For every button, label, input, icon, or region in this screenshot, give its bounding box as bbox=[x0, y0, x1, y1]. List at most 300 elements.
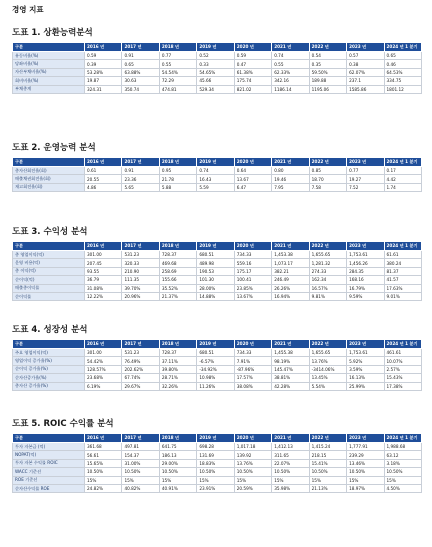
column-header: 2016 년 bbox=[85, 340, 122, 349]
table-cell: 0.61 bbox=[85, 167, 122, 175]
table-cell: 62.07% bbox=[347, 68, 384, 76]
table-row bbox=[13, 77, 422, 85]
table-cell: 0.77 bbox=[159, 52, 196, 60]
table-cell: 40.91% bbox=[159, 484, 196, 492]
column-header: 2022 년 bbox=[309, 340, 346, 349]
table-cell: 10.50% bbox=[197, 468, 234, 476]
table-cell: 15.65% bbox=[85, 459, 122, 467]
table-cell: 63.88% bbox=[122, 68, 159, 76]
table-cell: 54.65% bbox=[197, 68, 234, 76]
table-cell: 6.19% bbox=[85, 382, 122, 390]
row-label: 총 영업이익(억) bbox=[13, 251, 85, 259]
table-cell: 320.33 bbox=[122, 259, 159, 267]
column-header: 구분 bbox=[13, 340, 85, 349]
column-header: 2020 년 bbox=[234, 158, 271, 167]
table-row bbox=[13, 357, 422, 365]
table-cell: 10.50% bbox=[234, 468, 271, 476]
table-cell: 5.92% bbox=[347, 357, 384, 365]
table-cell: 15% bbox=[384, 476, 422, 484]
table-cell: 29.00% bbox=[159, 459, 196, 467]
table-cell: 1,753.61 bbox=[347, 349, 384, 357]
table-cell: 380.24 bbox=[384, 259, 422, 267]
table-cell: 301.00 bbox=[85, 251, 122, 259]
table-cell: 1585.86 bbox=[347, 85, 384, 93]
table-row bbox=[13, 267, 422, 275]
table-row bbox=[13, 276, 422, 284]
row-label: 순이익(억) bbox=[13, 276, 85, 284]
table-cell: 0.54 bbox=[309, 52, 346, 60]
table-cell: 9.59% bbox=[347, 292, 384, 300]
table-cell: 7.91% bbox=[234, 357, 271, 365]
row-label: 순자산증가율(%) bbox=[13, 374, 85, 382]
table-row bbox=[13, 175, 422, 183]
table-cell: 15% bbox=[347, 476, 384, 484]
table-cell: 16.94% bbox=[272, 292, 309, 300]
table-cell: 350.74 bbox=[122, 85, 159, 93]
column-header: 2020 년 bbox=[234, 340, 271, 349]
table-cell: 25.99% bbox=[347, 382, 384, 390]
column-header: 2019 년 bbox=[197, 434, 234, 443]
table-cell: 23.68% bbox=[85, 374, 122, 382]
table-cell: 30.63 bbox=[122, 77, 159, 85]
growth-table bbox=[12, 339, 422, 391]
table-cell: 162.34 bbox=[309, 276, 346, 284]
row-label: 운영 비용(억) bbox=[13, 259, 85, 267]
table-cell: 1,453.38 bbox=[272, 251, 309, 259]
table-cell: 29.67% bbox=[122, 382, 159, 390]
table-cell: 0.47 bbox=[234, 60, 271, 68]
profitability-table bbox=[12, 241, 422, 301]
table-cell: 168.16 bbox=[347, 276, 384, 284]
solvency-table bbox=[12, 42, 422, 94]
table-row bbox=[13, 374, 422, 382]
section-solvency bbox=[12, 26, 422, 94]
table-header-row bbox=[13, 158, 422, 167]
roic-table bbox=[12, 433, 422, 493]
table-cell: 39.70% bbox=[122, 284, 159, 292]
table-cell: 1,455.38 bbox=[272, 349, 309, 357]
row-label: 당좌비율(%) bbox=[13, 60, 85, 68]
table-cell: 45.66 bbox=[197, 77, 234, 85]
table-cell: 1,281.32 bbox=[309, 259, 346, 267]
section-title: 도표 1. 상환능력분석 bbox=[12, 28, 93, 38]
table-cell: 10.50% bbox=[122, 468, 159, 476]
table-cell: 111.35 bbox=[122, 276, 159, 284]
table-cell: 1,017.18 bbox=[234, 443, 271, 451]
table-cell: 641.75 bbox=[159, 443, 196, 451]
row-label: 매출총이익률 bbox=[13, 284, 85, 292]
column-header: 2023 년 bbox=[347, 158, 384, 167]
table-cell: 1,412.13 bbox=[272, 443, 309, 451]
table-cell: 9.81% bbox=[309, 292, 346, 300]
section-operating bbox=[12, 141, 422, 192]
row-label: 부채총계 bbox=[13, 85, 85, 93]
table-cell: 728.37 bbox=[159, 349, 196, 357]
section-title: 도표 4. 성장성 분석 bbox=[12, 325, 88, 335]
section-title: 도표 2. 운영능력 분석 bbox=[12, 143, 96, 153]
table-cell: 59.50% bbox=[309, 68, 346, 76]
table-cell: 698.28 bbox=[197, 443, 234, 451]
table-cell: 15% bbox=[234, 476, 271, 484]
table-cell: 5.65 bbox=[122, 183, 159, 191]
row-label: WACC 기준선 bbox=[13, 468, 85, 476]
table-row bbox=[13, 451, 422, 459]
table-row bbox=[13, 251, 422, 259]
table-cell: 0.46 bbox=[384, 60, 422, 68]
table-cell: 15% bbox=[122, 476, 159, 484]
column-header: 2024 년 1 분기 bbox=[384, 158, 422, 167]
table-cell: 15% bbox=[159, 476, 196, 484]
table-cell: 101.30 bbox=[197, 276, 234, 284]
table-cell: 680.51 bbox=[197, 251, 234, 259]
table-cell: 23.36 bbox=[122, 175, 159, 183]
column-header: 2019 년 bbox=[197, 242, 234, 251]
column-header: 2021 년 bbox=[272, 43, 309, 52]
column-header: 2021 년 bbox=[272, 340, 309, 349]
column-header: 2017 년 bbox=[122, 340, 159, 349]
table-cell: 53.28% bbox=[85, 68, 122, 76]
table-cell: 24.82% bbox=[85, 484, 122, 492]
column-header: 2021 년 bbox=[272, 434, 309, 443]
table-row bbox=[13, 259, 422, 267]
column-header: 2017 년 bbox=[122, 43, 159, 52]
column-header: 2017 년 bbox=[122, 434, 159, 443]
table-cell: 0.55 bbox=[159, 60, 196, 68]
table-cell: 15% bbox=[197, 476, 234, 484]
table-cell: 0.80 bbox=[272, 167, 309, 175]
row-label: 총자산 증가율(%) bbox=[13, 382, 85, 390]
table-cell: 1,073.17 bbox=[272, 259, 309, 267]
table-cell: 1,456.26 bbox=[347, 259, 384, 267]
table-cell: 26.26% bbox=[272, 284, 309, 292]
table-cell: 0.59 bbox=[234, 52, 271, 60]
table-cell: 0.38 bbox=[347, 60, 384, 68]
table-cell: 16.13% bbox=[347, 374, 384, 382]
table-cell: 301.00 bbox=[85, 349, 122, 357]
table-cell: 680.51 bbox=[197, 349, 234, 357]
row-label: 매출채권회전율(회) bbox=[13, 175, 85, 183]
table-cell: 239.29 bbox=[347, 451, 384, 459]
table-cell: 0.91 bbox=[122, 52, 159, 60]
table-cell: 2.57% bbox=[384, 365, 422, 373]
table-cell: 1,988.68 bbox=[384, 443, 422, 451]
table-cell: 0.77 bbox=[347, 167, 384, 175]
column-header: 2019 년 bbox=[197, 43, 234, 52]
row-label: 영업이익 증가율(%) bbox=[13, 357, 85, 365]
table-cell: 1,655.65 bbox=[309, 349, 346, 357]
table-cell: 186.13 bbox=[159, 451, 196, 459]
table-cell: 461.61 bbox=[384, 349, 422, 357]
table-row bbox=[13, 443, 422, 451]
table-cell: 559.16 bbox=[234, 259, 271, 267]
table-cell: 7.95 bbox=[272, 183, 309, 191]
table-cell: 10.50% bbox=[384, 468, 422, 476]
table-cell: 175.74 bbox=[234, 77, 271, 85]
column-header: 구분 bbox=[13, 434, 85, 443]
row-label: 순이익률 bbox=[13, 292, 85, 300]
table-cell: 207.45 bbox=[85, 259, 122, 267]
table-cell: 728.37 bbox=[159, 251, 196, 259]
table-row bbox=[13, 85, 422, 93]
table-cell: 284.35 bbox=[347, 267, 384, 275]
table-cell: 189.88 bbox=[309, 77, 346, 85]
table-cell: 531.23 bbox=[122, 251, 159, 259]
table-row bbox=[13, 476, 422, 484]
table-header-row bbox=[13, 434, 422, 443]
table-cell: 38.08% bbox=[234, 382, 271, 390]
table-row bbox=[13, 52, 422, 60]
table-cell: 218.15 bbox=[309, 451, 346, 459]
table-cell: 23.91% bbox=[197, 484, 234, 492]
table-cell: 81.37 bbox=[384, 267, 422, 275]
column-header: 2024 년 1 분기 bbox=[384, 340, 422, 349]
table-cell: 16.57% bbox=[309, 284, 346, 292]
table-cell: 0.65 bbox=[122, 60, 159, 68]
table-cell: 20.55 bbox=[85, 175, 122, 183]
table-row bbox=[13, 468, 422, 476]
table-cell: 21.78 bbox=[159, 175, 196, 183]
table-cell: 40.82% bbox=[122, 484, 159, 492]
table-cell: 190.53 bbox=[197, 267, 234, 275]
section-profitability bbox=[12, 225, 422, 301]
table-cell: 39.80% bbox=[159, 365, 196, 373]
table-cell: 474.81 bbox=[159, 85, 196, 93]
column-header: 2018 년 bbox=[159, 242, 196, 251]
page-title: 경영 지표 bbox=[12, 5, 44, 14]
row-label: 순이익 증가율(%) bbox=[13, 365, 85, 373]
table-cell: 0.33 bbox=[197, 60, 234, 68]
table-cell: 54.42% bbox=[85, 357, 122, 365]
column-header: 2024 년 1 분기 bbox=[384, 43, 422, 52]
row-label: ROE 기준선 bbox=[13, 476, 85, 484]
table-cell: 13.67 bbox=[234, 175, 271, 183]
table-cell: 1,777.91 bbox=[347, 443, 384, 451]
table-cell: 22.07% bbox=[272, 459, 309, 467]
table-cell: 93.55 bbox=[85, 267, 122, 275]
table-cell: 246.49 bbox=[272, 276, 309, 284]
table-cell: -3414.06% bbox=[309, 365, 346, 373]
table-cell: 36.79 bbox=[85, 276, 122, 284]
table-cell: 11.26% bbox=[197, 382, 234, 390]
column-header: 2016 년 bbox=[85, 43, 122, 52]
table-cell: 10.50% bbox=[347, 468, 384, 476]
table-cell: 20.96% bbox=[122, 292, 159, 300]
table-cell: 531.23 bbox=[122, 349, 159, 357]
table-row bbox=[13, 68, 422, 76]
table-cell: 342.16 bbox=[272, 77, 309, 85]
table-cell: 38.81% bbox=[272, 374, 309, 382]
table-cell: 63.12 bbox=[384, 451, 422, 459]
table-cell: 3.18% bbox=[384, 459, 422, 467]
table-cell: 0.17 bbox=[384, 167, 422, 175]
table-cell: 0.52 bbox=[197, 52, 234, 60]
table-cell: 13.76% bbox=[234, 459, 271, 467]
table-cell: 734.33 bbox=[234, 251, 271, 259]
table-cell: 0.95 bbox=[159, 167, 196, 175]
column-header: 2019 년 bbox=[197, 158, 234, 167]
table-cell: 0.35 bbox=[309, 60, 346, 68]
column-header: 2018 년 bbox=[159, 158, 196, 167]
table-cell: 54.54% bbox=[159, 68, 196, 76]
operating-table bbox=[12, 157, 422, 192]
column-header: 2022 년 bbox=[309, 434, 346, 443]
section-roic bbox=[12, 417, 422, 493]
column-header: 2022 년 bbox=[309, 158, 346, 167]
table-cell: 324.31 bbox=[85, 85, 122, 93]
column-header: 2017 년 bbox=[122, 158, 159, 167]
column-header: 2024 년 1 분기 bbox=[384, 242, 422, 251]
table-cell: -34.92% bbox=[197, 365, 234, 373]
table-cell: 1,415.24 bbox=[309, 443, 346, 451]
table-cell: 19.87 bbox=[85, 77, 122, 85]
table-header-row bbox=[13, 242, 422, 251]
row-label: NOPAT(억) bbox=[13, 451, 85, 459]
row-label: 투자 자본 수익률 ROIC bbox=[13, 459, 85, 467]
table-cell: 3.59% bbox=[347, 365, 384, 373]
table-cell: 10.98% bbox=[197, 374, 234, 382]
table-cell: 31.00% bbox=[122, 459, 159, 467]
row-label: 투자 자본금 (억) bbox=[13, 443, 85, 451]
table-cell: 61.38% bbox=[234, 68, 271, 76]
table-cell: 734.33 bbox=[234, 349, 271, 357]
table-cell: 1,753.61 bbox=[347, 251, 384, 259]
column-header: 2016 년 bbox=[85, 158, 122, 167]
table-header-row bbox=[13, 340, 422, 349]
table-cell: 382.21 bbox=[272, 267, 309, 275]
column-header: 2016 년 bbox=[85, 434, 122, 443]
table-cell: 15.41% bbox=[309, 459, 346, 467]
column-header: 2021 년 bbox=[272, 242, 309, 251]
table-row bbox=[13, 459, 422, 467]
table-cell: 489.98 bbox=[197, 259, 234, 267]
table-cell: 18.70 bbox=[309, 175, 346, 183]
table-cell: 10.50% bbox=[159, 468, 196, 476]
table-cell: 37.11% bbox=[159, 357, 196, 365]
table-cell: 98.19% bbox=[272, 357, 309, 365]
column-header: 2022 년 bbox=[309, 242, 346, 251]
table-cell: 0.39 bbox=[85, 60, 122, 68]
column-header: 2022 년 bbox=[309, 43, 346, 52]
table-cell: 17.63% bbox=[384, 284, 422, 292]
row-label: 유동비율(%) bbox=[13, 52, 85, 60]
table-cell: 28.71% bbox=[159, 374, 196, 382]
column-header: 2018 년 bbox=[159, 43, 196, 52]
column-header: 2017 년 bbox=[122, 242, 159, 251]
table-cell: -6.57% bbox=[197, 357, 234, 365]
column-header: 구분 bbox=[13, 43, 85, 52]
table-cell: 155.66 bbox=[159, 276, 196, 284]
table-cell: 4.42 bbox=[384, 175, 422, 183]
table-cell: 0.59 bbox=[85, 52, 122, 60]
column-header: 2018 년 bbox=[159, 434, 196, 443]
row-label: 순자산수익률 ROE bbox=[13, 484, 85, 492]
row-label: 자산부채비율(%) bbox=[13, 68, 85, 76]
column-header: 2023 년 bbox=[347, 43, 384, 52]
table-header-row bbox=[13, 43, 422, 52]
table-cell: 145.47% bbox=[272, 365, 309, 373]
table-row bbox=[13, 60, 422, 68]
table-cell: 9.01% bbox=[384, 292, 422, 300]
column-header: 2024 년 1 분기 bbox=[384, 434, 422, 443]
table-cell: 1.74 bbox=[384, 183, 422, 191]
table-cell: 20.59% bbox=[234, 484, 271, 492]
table-cell: 13.45% bbox=[309, 374, 346, 382]
column-header: 구분 bbox=[13, 242, 85, 251]
table-cell: 42.28% bbox=[272, 382, 309, 390]
table-row bbox=[13, 349, 422, 357]
table-cell: 6.47 bbox=[234, 183, 271, 191]
table-cell: 10.50% bbox=[85, 468, 122, 476]
table-cell: 202.62% bbox=[122, 365, 159, 373]
table-cell: 13.67% bbox=[234, 292, 271, 300]
table-cell: 13.46% bbox=[347, 459, 384, 467]
table-cell: 0.57 bbox=[347, 52, 384, 60]
table-cell: 23.85% bbox=[234, 284, 271, 292]
table-cell: 35.98% bbox=[272, 484, 309, 492]
table-cell: 100.41 bbox=[234, 276, 271, 284]
table-row bbox=[13, 292, 422, 300]
table-cell: 5.59 bbox=[197, 183, 234, 191]
table-cell: 131.69 bbox=[197, 451, 234, 459]
table-cell: 4.50% bbox=[384, 484, 422, 492]
table-cell: -87.96% bbox=[234, 365, 271, 373]
table-cell: 61.61 bbox=[384, 251, 422, 259]
table-cell: 76.49% bbox=[122, 357, 159, 365]
table-cell: 821.02 bbox=[234, 85, 271, 93]
table-cell: 15.43% bbox=[384, 374, 422, 382]
table-row bbox=[13, 484, 422, 492]
table-cell: 0.85 bbox=[309, 167, 346, 175]
column-header: 구분 bbox=[13, 158, 85, 167]
table-cell: 16.43 bbox=[197, 175, 234, 183]
table-cell: 21.13% bbox=[309, 484, 346, 492]
table-cell: 0.74 bbox=[197, 167, 234, 175]
row-label: 총 이익(억) bbox=[13, 267, 85, 275]
column-header: 2020 년 bbox=[234, 434, 271, 443]
table-cell: 0.65 bbox=[384, 52, 422, 60]
table-cell: 15% bbox=[85, 476, 122, 484]
table-cell: 361.68 bbox=[85, 443, 122, 451]
table-row bbox=[13, 183, 422, 191]
table-cell: 497.81 bbox=[122, 443, 159, 451]
table-cell: 32.26% bbox=[159, 382, 196, 390]
column-header: 2020 년 bbox=[234, 43, 271, 52]
row-label: 주요 영업이익(억) bbox=[13, 349, 85, 357]
table-cell: 14.88% bbox=[197, 292, 234, 300]
table-cell: 15% bbox=[309, 476, 346, 484]
column-header: 2023 년 bbox=[347, 434, 384, 443]
table-row bbox=[13, 284, 422, 292]
table-cell: 18.83% bbox=[197, 459, 234, 467]
table-cell: 28.00% bbox=[197, 284, 234, 292]
table-row bbox=[13, 167, 422, 175]
column-header: 2019 년 bbox=[197, 340, 234, 349]
table-cell: 334.75 bbox=[384, 77, 422, 85]
table-cell: 139.92 bbox=[234, 451, 271, 459]
table-cell: 67.74% bbox=[122, 374, 159, 382]
table-cell: 35.52% bbox=[159, 284, 196, 292]
table-cell: 15% bbox=[272, 476, 309, 484]
table-cell: 0.55 bbox=[272, 60, 309, 68]
table-cell: 237.1 bbox=[347, 77, 384, 85]
table-cell: 529.34 bbox=[197, 85, 234, 93]
table-cell: 10.50% bbox=[272, 468, 309, 476]
section-title: 도표 3. 수익성 분석 bbox=[12, 227, 88, 237]
table-cell: 19.27 bbox=[347, 175, 384, 183]
table-cell: 1801.12 bbox=[384, 85, 422, 93]
table-cell: 4.86 bbox=[85, 183, 122, 191]
table-cell: 258.69 bbox=[159, 267, 196, 275]
